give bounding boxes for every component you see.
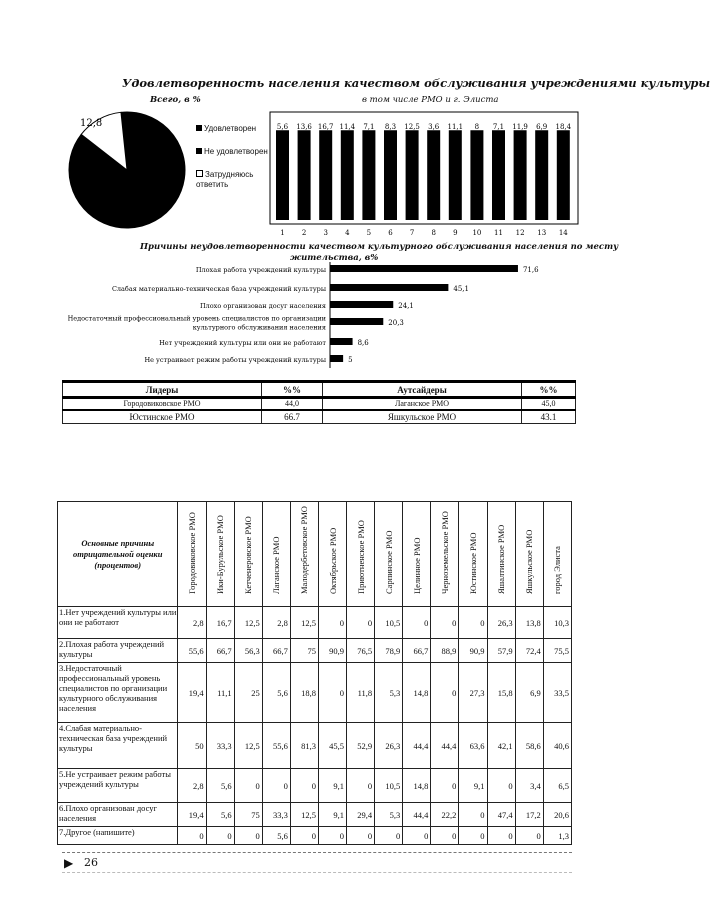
reason-value-cell: 17,2 [515,803,543,827]
reason-category-label: Нет учреждений культуры или они не работают [159,339,326,347]
reason-value-cell: 16,7 [206,607,234,639]
region-bar [384,130,397,220]
reason-value-cell: 75,5 [543,639,571,663]
reason-value-cell: 52,9 [347,723,375,769]
reason-value-cell: 0 [459,607,487,639]
reason-value-cell: 33,3 [206,723,234,769]
reason-value-cell: 11,1 [206,663,234,723]
bars-subtitle: в том числе РМО и г. Элиста [362,95,499,105]
region-column-header [178,502,206,607]
reason-bar [330,284,448,291]
reason-label: 5.Не устраивает режим работы учреждений культуры [58,769,178,803]
region-column-label: Яшалтинское РМО [496,524,507,594]
reasons-table-row [58,639,572,663]
region-column-header [543,502,571,607]
region-bar [362,130,375,220]
region-column-header [487,502,515,607]
region-column-header [347,502,375,607]
region-bar [557,130,570,220]
region-bar [514,130,527,220]
region-bar [319,130,332,220]
legend-swatch-black [196,125,202,131]
reason-value-cell: 0 [347,769,375,803]
reason-value-cell: 6,5 [543,769,571,803]
reason-value-cell: 14,8 [403,769,431,803]
reason-label: 3.Недостаточный профессиональный уровень специалистов по организации культурного обслуживания населения [58,663,178,723]
reason-value-cell: 58,6 [515,723,543,769]
region-column-label: Кетченеровское РМО [243,516,254,594]
region-bar [470,130,483,220]
region-column-header [262,502,290,607]
region-column-header [290,502,318,607]
reason-value-cell: 0 [347,607,375,639]
legend-label: Затрудняюсь ответить [196,170,254,189]
reason-value-cell: 10,5 [375,607,403,639]
reason-category-label: Плохо организован досуг населения [199,302,326,310]
reason-value-cell: 5,6 [262,663,290,723]
reason-value-cell: 29,4 [347,803,375,827]
reason-value-cell: 0 [403,607,431,639]
region-bar [406,130,419,220]
reason-bar-value: 71,6 [522,266,539,274]
legend-swatch-black [196,148,202,154]
reasons-table-row [58,723,572,769]
reason-value-cell: 15,8 [487,663,515,723]
reasons-table-row [58,803,572,827]
region-category-label: 13 [537,229,547,237]
leaders-row [63,398,576,411]
reason-value-cell: 26,3 [375,723,403,769]
satisfaction-title: Удовлетворенность населения качеством обслуживания учреждениями культуры [122,76,710,90]
reason-value-cell: 44,4 [403,803,431,827]
reason-value-cell: 0 [290,827,318,845]
reason-value-cell: 5,3 [375,663,403,723]
reasons-table-row [58,769,572,803]
region-column-header [318,502,346,607]
reason-value-cell: 56,3 [234,639,262,663]
reason-value-cell: 76,5 [347,639,375,663]
reason-value-cell: 1,3 [543,827,571,845]
region-bar-label: 13,6 [296,123,312,132]
reason-value-cell: 0 [375,827,403,845]
reasons-title-line2: жительства, в% [290,253,379,263]
reason-value-cell: 50 [178,723,206,769]
region-category-label: 2 [301,229,307,237]
region-bar-label: 11,9 [512,123,528,132]
region-category-label: 11 [494,229,503,237]
reason-value-cell: 5,6 [262,827,290,845]
region-bar-label: 6,9 [536,123,548,132]
reason-value-cell: 0 [431,827,459,845]
reason-value-cell: 0 [290,769,318,803]
reason-label: 7.Другое (напишите) [58,827,178,845]
reason-value-cell: 9,1 [318,769,346,803]
reason-value-cell: 0 [318,607,346,639]
reason-value-cell: 18,8 [290,663,318,723]
reason-value-cell: 22,2 [431,803,459,827]
reason-value-cell: 5,3 [375,803,403,827]
leaders-header-row [63,382,576,398]
region-category-label: 7 [409,229,415,237]
reasons-header-label: Основные причины отрицательной оценки (процентов) [58,502,178,607]
reason-value-cell: 2,8 [178,607,206,639]
outsiders-pct-header: %% [522,382,576,398]
region-bar-label: 7,1 [492,123,505,132]
footer-rule [62,852,572,853]
region-category-label: 14 [558,229,568,237]
reason-value-cell: 0 [515,827,543,845]
reason-value-cell: 25 [234,663,262,723]
region-column-label: Целинное РМО [411,537,422,594]
region-bar [276,130,289,220]
outsider-name: Лаганское РМО [323,398,522,411]
region-column-header [206,502,234,607]
reason-value-cell: 66,7 [403,639,431,663]
reason-value-cell: 72,4 [515,639,543,663]
reason-value-cell: 0 [206,827,234,845]
reason-label: 1.Нет учреждений культуры или они не работают [58,607,178,639]
reason-bar [330,265,518,272]
reason-value-cell: 55,6 [178,639,206,663]
reason-value-cell: 42,1 [487,723,515,769]
reason-value-cell: 88,9 [431,639,459,663]
legend-label: Не удовлетворен [204,147,268,156]
reason-value-cell: 0 [459,827,487,845]
reasons-bar-chart [40,262,600,372]
reason-value-cell: 12,5 [234,607,262,639]
reason-value-cell: 26,3 [487,607,515,639]
region-bar-label: 3,6 [428,123,440,132]
reason-category-label: Недостаточный профессиональный уровень специалистов по организации [67,314,326,323]
reason-value-cell: 9,1 [318,803,346,827]
reason-value-cell: 14,8 [403,663,431,723]
reason-label: 6.Плохо организован досуг населения [58,803,178,827]
region-column-header [375,502,403,607]
reason-value-cell: 6,9 [515,663,543,723]
region-column-label: Юстинское РМО [467,532,478,594]
region-column-label: Малодербетовское РМО [299,506,310,594]
reason-label: 4.Слабая материально-техническая база учреждений культуры [58,723,178,769]
legend-swatch-white [196,170,203,177]
reason-value-cell: 0 [318,827,346,845]
region-bar [449,130,462,220]
reason-value-cell: 19,4 [178,663,206,723]
reason-value-cell: 0 [318,663,346,723]
pie-slice-label: 12,8 [80,118,103,129]
reason-value-cell: 5,6 [206,769,234,803]
region-bar [427,130,440,220]
reason-value-cell: 90,9 [459,639,487,663]
reason-value-cell: 5,6 [206,803,234,827]
reasons-table-row [58,827,572,845]
page-arrow-icon: ▶ [64,856,74,870]
reason-value-cell: 0 [403,827,431,845]
reason-category-label: культурного обслуживания населения [192,323,326,332]
region-category-label: 9 [453,229,458,237]
reason-value-cell: 13,8 [515,607,543,639]
leaders-table [62,380,576,424]
reasons-table-header-row [58,502,572,607]
reason-value-cell: 45,5 [318,723,346,769]
reason-value-cell: 12,5 [290,803,318,827]
reason-value-cell: 9,1 [459,769,487,803]
reason-value-cell: 0 [487,827,515,845]
region-category-label: 6 [388,229,393,237]
reason-value-cell: 66,7 [262,639,290,663]
region-column-label: Приютненское РМО [355,520,366,594]
region-column-header [459,502,487,607]
reason-value-cell: 0 [178,827,206,845]
reason-value-cell: 63,6 [459,723,487,769]
outsider-name: Яшкульское РМО [323,410,522,424]
region-category-label: 5 [366,229,372,237]
region-column-label: Городовиковское РМО [187,512,198,594]
region-bar [298,130,311,220]
region-category-label: 1 [280,229,285,237]
region-bar-label: 11,4 [339,123,356,132]
reason-bar [330,318,383,325]
outsiders-header: Аутсайдеры [323,382,522,398]
leaders-row [63,410,576,424]
region-category-label: 10 [472,229,482,237]
reason-value-cell: 0 [431,769,459,803]
region-category-label: 3 [323,229,328,237]
reason-bar [330,355,343,362]
region-bar-label: 8,3 [384,123,397,132]
region-column-label: город Элиста [552,546,563,594]
leader-pct: 66.7 [262,410,323,424]
reasons-table-row [58,663,572,723]
leaders-pct-header: %% [262,382,323,398]
reason-value-cell: 0 [431,663,459,723]
bottom-dashed-line [62,872,572,873]
region-category-label: 12 [515,229,525,237]
reason-value-cell: 27,3 [459,663,487,723]
reason-bar-value: 20,3 [388,319,404,327]
outsider-pct: 43.1 [522,410,576,424]
reason-bar [330,301,393,308]
reason-value-cell: 19,4 [178,803,206,827]
reasons-table [57,501,572,845]
reason-value-cell: 0 [487,769,515,803]
region-column-header [234,502,262,607]
region-category-label: 8 [431,229,436,237]
reason-value-cell: 44,4 [403,723,431,769]
reason-bar-value: 45,1 [453,285,469,293]
reason-value-cell: 33,3 [262,803,290,827]
page-number: 26 [84,856,98,869]
reason-bar [330,338,353,345]
reasons-table-row [58,607,572,639]
region-bar-label: 16,7 [317,123,334,132]
reason-value-cell: 12,5 [234,723,262,769]
reason-value-cell: 3,4 [515,769,543,803]
region-bar-label: 7,1 [363,123,375,132]
legend-item-undecided [196,170,266,190]
reason-bar-value: 24,1 [398,302,414,310]
region-column-label: Сарпинское РМО [383,530,394,594]
reason-value-cell: 2,8 [262,607,290,639]
reason-value-cell: 20,6 [543,803,571,827]
reason-category-label: Плохая работа учреждений культуры [195,266,326,274]
region-column-header [403,502,431,607]
leader-name: Городовиковское РМО [63,398,262,411]
reason-value-cell: 75 [234,803,262,827]
region-column-label: Ики-Бурульское РМО [215,515,226,594]
reason-value-cell: 44,4 [431,723,459,769]
reason-value-cell: 10,3 [543,607,571,639]
reason-bar-value: 5 [348,356,353,364]
region-column-header [515,502,543,607]
reason-value-cell: 0 [459,803,487,827]
region-bar [492,130,505,220]
region-category-label: 4 [345,229,350,237]
reason-value-cell: 0 [431,607,459,639]
region-bar-label: 18,4 [555,123,572,132]
reason-value-cell: 10,5 [375,769,403,803]
region-bar-label: 11,1 [447,123,464,132]
reason-value-cell: 66,7 [206,639,234,663]
region-column-label: Лаганское РМО [271,536,282,594]
region-bar-label: 12,5 [404,123,420,132]
reason-category-label: Слабая материально-техническая база учреждений культуры [111,285,326,293]
region-column-label: Яшкульское РМО [524,529,535,594]
reason-value-cell: 57,9 [487,639,515,663]
reason-value-cell: 12,5 [290,607,318,639]
reason-value-cell: 0 [234,769,262,803]
pie-legend [196,124,268,190]
region-bar-chart [264,104,584,238]
reason-value-cell: 40,6 [543,723,571,769]
leaders-header: Лидеры [63,382,262,398]
legend-label: Удовлетворен [204,124,257,133]
reason-value-cell: 78,9 [375,639,403,663]
reason-value-cell: 90,9 [318,639,346,663]
reason-category-label: Не устраивает режим работы учреждений культуры [144,356,326,364]
pie-subtitle: Всего, в % [150,95,201,105]
reason-value-cell: 0 [234,827,262,845]
reason-value-cell: 75 [290,639,318,663]
reason-bar-value: 8,6 [357,339,369,347]
legend-item-unsatisfied [196,147,268,156]
region-column-header [431,502,459,607]
reason-value-cell: 33,5 [543,663,571,723]
region-bar-label: 8 [474,123,480,132]
region-bar [341,130,354,220]
reason-value-cell: 0 [347,827,375,845]
region-bar [535,130,548,220]
reason-label: 2.Плохая работа учреждений культуры [58,639,178,663]
reason-value-cell: 0 [262,769,290,803]
reasons-title-line1: Причины неудовлетворенности качеством культурного обслуживания населения по месту [140,242,619,252]
leader-name: Юстинское РМО [63,410,262,424]
region-bar-label: 5,6 [276,123,289,132]
legend-item-satisfied [196,124,268,133]
outsider-pct: 45,0 [522,398,576,411]
reason-value-cell: 47,4 [487,803,515,827]
reason-value-cell: 55,6 [262,723,290,769]
reason-value-cell: 2,8 [178,769,206,803]
leader-pct: 44,0 [262,398,323,411]
reason-value-cell: 81,3 [290,723,318,769]
bar-chart-frame [270,112,578,224]
region-column-label: Октябрьское РМО [327,527,338,594]
region-column-label: Черноземельское РМО [439,511,450,594]
reason-value-cell: 11,8 [347,663,375,723]
